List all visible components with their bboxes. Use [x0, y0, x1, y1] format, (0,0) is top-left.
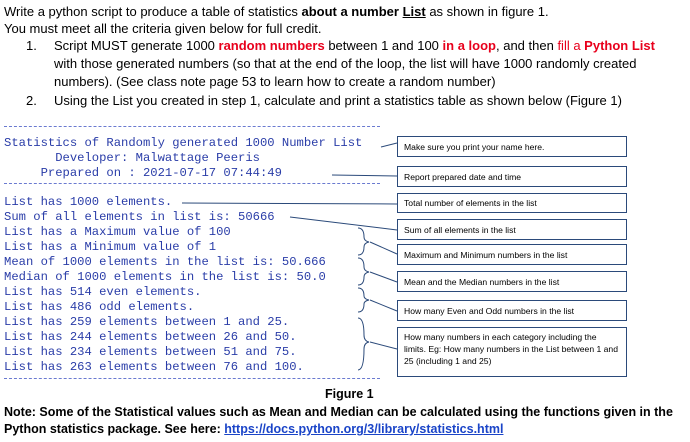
connector-mean: [370, 272, 397, 282]
console-line-range-1: List has 259 elements between 1 and 25.: [4, 315, 290, 329]
figure-caption: Figure 1: [325, 387, 374, 401]
connector-sum: [290, 217, 397, 230]
step-1-random-numbers: random numbers: [218, 38, 325, 53]
brace-evenodd: [358, 288, 369, 312]
console-line-even: List has 514 even elements.: [4, 285, 202, 299]
console-line-mean: Mean of 1000 elements in the list is: 50.666: [4, 255, 326, 269]
brace-mean: [358, 258, 369, 285]
intro-line1-d: as shown in figure 1.: [425, 4, 549, 19]
console-line-range-2: List has 244 elements between 26 and 50.: [4, 330, 297, 344]
footer-text: Note: Some of the Statistical values such as Mean and Median can be calculated using the functions given in the Python statistics package. See here:: [4, 405, 673, 436]
step-1-python-list: Python List: [584, 38, 655, 53]
step-1-text-line-3: numbers). (See class note page 53 to learn how to create a random number): [54, 74, 496, 89]
console-line-range-4: List has 263 elements between 76 and 100.: [4, 360, 304, 374]
note-maxmin: Maximum and Minimum numbers in the list: [397, 244, 627, 265]
step-1-text-c: between 1 and 100: [324, 38, 443, 53]
console-line-range-3: List has 234 elements between 51 and 75.: [4, 345, 297, 359]
console-line-sum: Sum of all elements in list is: 50666: [4, 210, 275, 224]
brace-maxmin: [358, 228, 369, 255]
step-1-text-e: , and then: [495, 38, 558, 53]
intro-line1-a: Write a python script to produce a table of statistics: [4, 4, 302, 19]
console-line-median: Median of 1000 elements in the list is: 50.0: [4, 270, 326, 284]
intro-line-2: You must meet all the criteria given below for full credit.: [4, 21, 322, 36]
step-1-text-line-2: with those generated numbers (so that at the end of the loop, the list will have 1000 randomly created: [54, 56, 637, 71]
note-date: Report prepared date and time: [397, 166, 627, 187]
step-1-fill-a: fill a: [557, 38, 585, 53]
console-line-count: List has 1000 elements.: [4, 195, 173, 209]
note-mean-median: Mean and the Median numbers in the list: [397, 271, 627, 292]
console-line-odd: List has 486 odd elements.: [4, 300, 195, 314]
console-developer: Developer: Malwattage Peeris: [4, 151, 260, 165]
console-prepared-on: Prepared on : 2021-07-17 07:44:49: [4, 166, 282, 180]
intro-list-word: List: [402, 4, 426, 19]
note-sum: Sum of all elements in the list: [397, 219, 627, 240]
step-1-in-a-loop: in a loop: [442, 38, 496, 53]
connector-total: [182, 203, 397, 204]
console-line-min: List has a Minimum value of 1: [4, 240, 217, 254]
note-name: Make sure you print your name here.: [397, 136, 627, 157]
connector-evenodd: [370, 300, 397, 311]
note-even-odd: How many Even and Odd numbers in the list: [397, 300, 627, 321]
console-line-max: List has a Maximum value of 100: [4, 225, 231, 239]
step-2-text: Using the List you created in step 1, calculate and print a statistics table as shown below (Figure 1): [54, 93, 622, 108]
console-title: Statistics of Randomly generated 1000 Number List: [4, 136, 363, 150]
footer-note: [4, 404, 688, 438]
brace-category: [358, 318, 369, 370]
intro-emphasis: about a number: [301, 4, 403, 19]
step-1-text-a: Script MUST generate 1000: [54, 38, 219, 53]
connector-name: [381, 143, 397, 147]
step-1-number: 1.: [26, 38, 37, 53]
connector-maxmin: [370, 242, 397, 254]
step-2-number: 2.: [26, 93, 37, 108]
note-total: Total number of elements in the list: [397, 193, 627, 213]
connector-date: [332, 175, 397, 176]
connector-category: [370, 342, 397, 349]
statistics-docs-link[interactable]: https://docs.python.org/3/library/statistics.html: [224, 422, 504, 436]
note-category: How many numbers in each category including the limits. Eg: How many numbers in the List between 1 and 25 (including 1 and 25): [397, 327, 627, 377]
